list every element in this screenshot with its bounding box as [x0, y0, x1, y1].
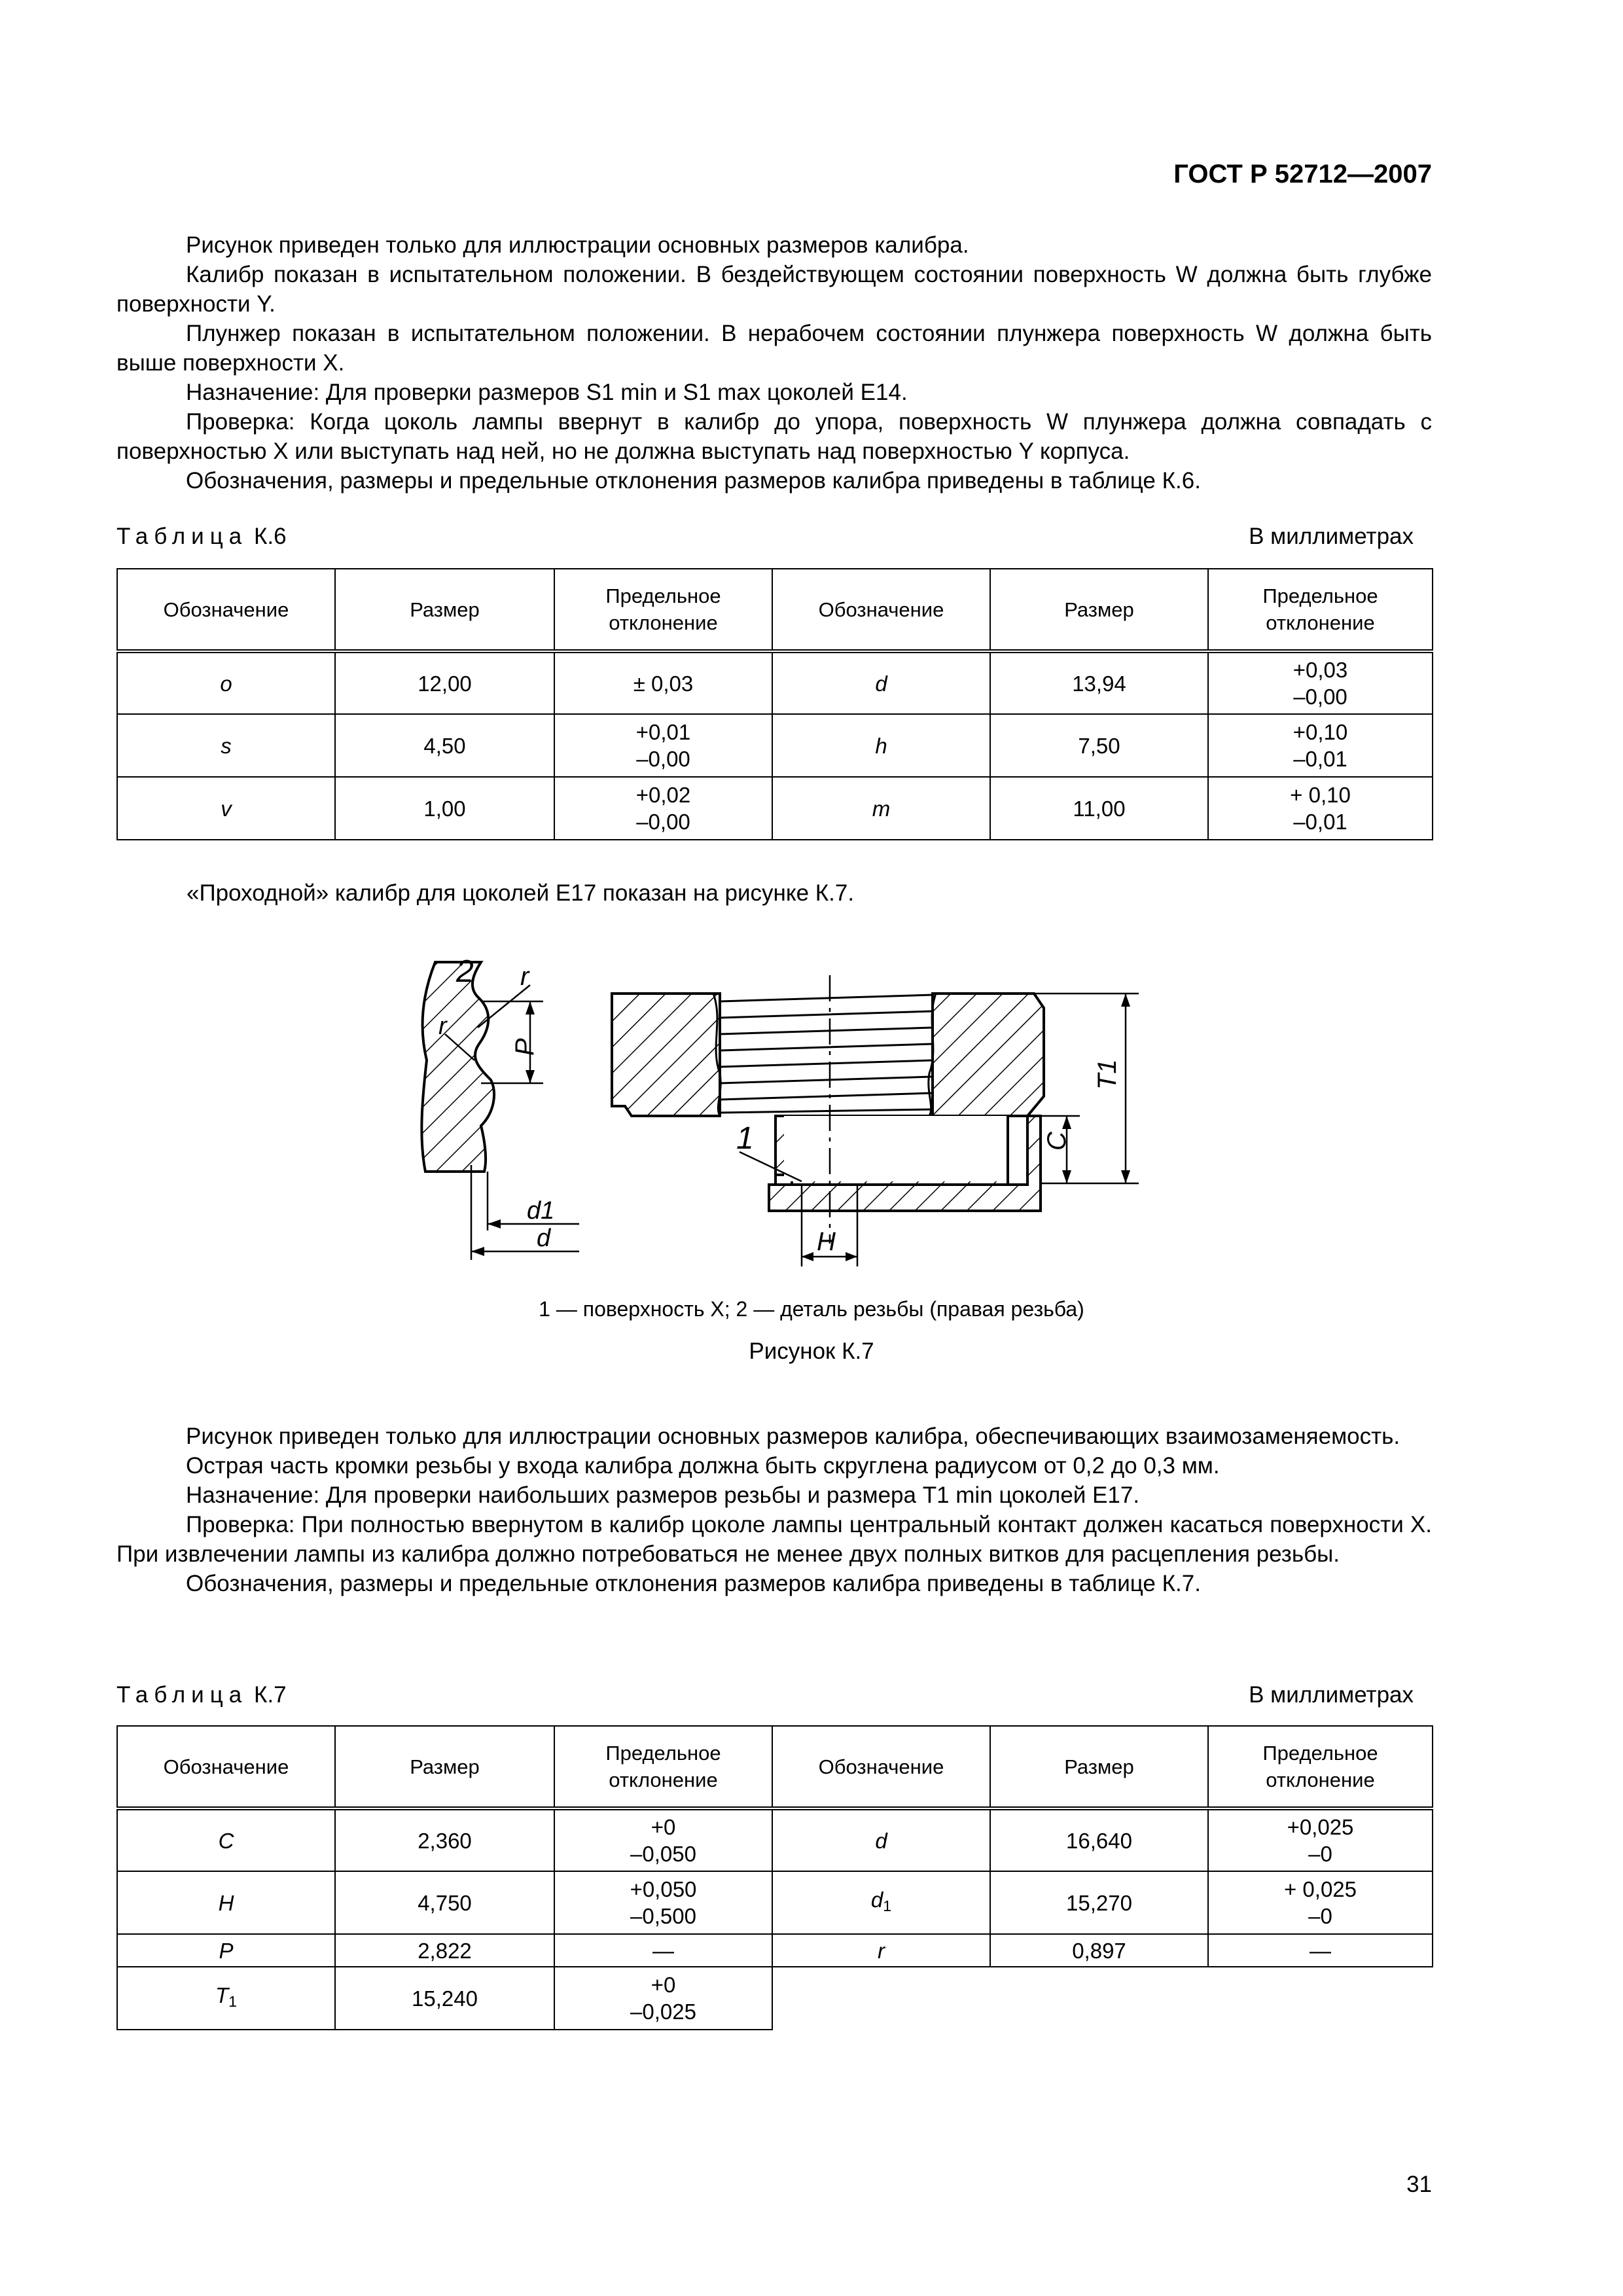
tolerance-cell: ± 0,03: [554, 651, 772, 714]
label-h: H: [817, 1227, 836, 1256]
paragraph: Рисунок приведен только для иллюстрации основных размеров калибра, обеспечивающих взаимозаменяемость.: [186, 1424, 1400, 1449]
paragraph: Обозначения, размеры и предельные отклонения размеров калибра приведены в таблице К.7.: [186, 1571, 1201, 1596]
table-row: [117, 1871, 1433, 1934]
figure-k7: [393, 929, 1211, 1270]
paragraph: Назначение: Для проверки размеров S1 min и S1 max цоколей Е14.: [186, 380, 908, 405]
gauge-right-wall: [933, 994, 1044, 1116]
body-text: [116, 1422, 1432, 1598]
gauge-left-wall: [612, 994, 720, 1116]
empty-cell: [1208, 1967, 1433, 2030]
designation-cell: h: [772, 714, 990, 777]
size-cell: 13,94: [990, 651, 1208, 714]
tolerance-cell: + 0,10 –0,01: [1208, 777, 1433, 840]
size-cell: 12,00: [335, 651, 554, 714]
page-number: 31: [1406, 2172, 1432, 2197]
size-cell: 15,240: [335, 1967, 554, 2030]
designation-cell: C: [117, 1808, 335, 1871]
label-d1: d1: [527, 1197, 555, 1225]
paragraph: Острая часть кромки резьбы у входа калибра должна быть скруглена радиусом от 0,2 до 0,3 мм.: [186, 1453, 1220, 1479]
label-r: r: [520, 962, 529, 991]
column-header: Размер: [990, 569, 1208, 651]
label-d: d: [537, 1225, 551, 1252]
size-cell: 11,00: [990, 777, 1208, 840]
tolerance-cell: +0 –0,050: [554, 1808, 772, 1871]
size-cell: 4,50: [335, 714, 554, 777]
designation-cell: H: [117, 1871, 335, 1934]
size-cell: 15,270: [990, 1871, 1208, 1934]
designation-cell: s: [117, 714, 335, 777]
label-surface: 1: [736, 1121, 754, 1156]
tolerance-cell: +0,10 –0,01: [1208, 714, 1433, 777]
tolerance-cell: +0,01 –0,00: [554, 714, 772, 777]
column-header: Обозначение: [772, 569, 990, 651]
thread-detail: [421, 954, 579, 1260]
empty-cell: [772, 1967, 990, 2030]
table-caption: [116, 1682, 287, 1708]
figure-intro: «Проходной» калибр для цоколей Е17 показан на рисунке К.7.: [187, 880, 855, 906]
size-cell: 16,640: [990, 1808, 1208, 1871]
table-row: [117, 1967, 1433, 2030]
designation-cell: d: [772, 651, 990, 714]
paragraph: Обозначения, размеры и предельные отклонения размеров калибра приведены в таблице К.6.: [186, 468, 1201, 493]
tolerance-cell: +0,03 –0,00: [1208, 651, 1433, 714]
tolerance-cell: +0,025 –0: [1208, 1808, 1433, 1871]
size-cell: 2,822: [335, 1934, 554, 1967]
column-header: Размер: [335, 569, 554, 651]
designation-cell: v: [117, 777, 335, 840]
label-r-inner: r: [438, 1013, 447, 1040]
size-cell: 4,750: [335, 1871, 554, 1934]
size-cell: 1,00: [335, 777, 554, 840]
intro-text: [116, 230, 1432, 495]
paragraph: Назначение: Для проверки наибольших размеров резьбы и размера T1 min цоколей Е17.: [186, 1482, 1140, 1508]
tolerance-cell: +0 –0,025: [554, 1967, 772, 2030]
table-caption-prefix: Таблица: [116, 524, 248, 549]
designation-cell: P: [117, 1934, 335, 1967]
column-header: Обозначение: [772, 1726, 990, 1808]
table-caption-number: К.7: [253, 1682, 287, 1708]
tolerance-cell: + 0,025 –0: [1208, 1871, 1433, 1934]
size-cell: 7,50: [990, 714, 1208, 777]
designation-cell: $T_1$: [117, 1967, 335, 2030]
thread-section: [421, 962, 494, 1172]
paragraph: Плунжер показан в испытательном положении. В нерабочем состоянии плунжера поверхность W должна быть выше поверхности X.: [116, 321, 1432, 376]
designation-cell: m: [772, 777, 990, 840]
label-detail: 2: [456, 954, 474, 989]
tolerance-cell: —: [554, 1934, 772, 1967]
column-header: Обозначение: [117, 569, 335, 651]
table-k7: [116, 1725, 1433, 2030]
paragraph: Проверка: При полностью ввернутом в калибр цоколе лампы центральный контакт должен касаться поверхности X. При извлечении лампы из калибра должно потребоваться не менее двух полных витков для расцепления резьбы.: [116, 1512, 1432, 1567]
table-caption-prefix: Таблица: [116, 1682, 248, 1708]
tolerance-cell: +0,02 –0,00: [554, 777, 772, 840]
units-note: В миллиметрах: [1249, 524, 1414, 549]
label-t1: T1: [1093, 1059, 1122, 1090]
column-header: Обозначение: [117, 1726, 335, 1808]
empty-cell: [990, 1967, 1208, 2030]
paragraph: Проверка: Когда цоколь лампы ввернут в калибр до упора, поверхность W плунжера должна совпадать с поверхностью X или выступать над ней, но не должна выступать над поверхностью Y корпуса.: [116, 409, 1432, 464]
table-row: [117, 777, 1433, 840]
column-header: Предельное отклонение: [554, 569, 772, 651]
size-cell: 0,897: [990, 1934, 1208, 1967]
table-k6: [116, 568, 1433, 840]
size-cell: 2,360: [335, 1808, 554, 1871]
designation-cell: o: [117, 651, 335, 714]
label-c: C: [1043, 1132, 1071, 1151]
table-caption: [116, 524, 287, 550]
tolerance-cell: +0,050 –0,500: [554, 1871, 772, 1934]
table-row: [117, 651, 1433, 714]
column-header: Предельное отклонение: [1208, 1726, 1433, 1808]
column-header: Размер: [990, 1726, 1208, 1808]
figure-caption: 1 — поверхность X; 2 — деталь резьбы (правая резьба): [539, 1297, 1084, 1321]
designation-cell: d: [772, 1808, 990, 1871]
units-note: В миллиметрах: [1249, 1682, 1414, 1708]
paragraph: Рисунок приведен только для иллюстрации основных размеров калибра.: [186, 232, 969, 258]
gauge-body: [612, 975, 1139, 1266]
label-p: P: [510, 1038, 539, 1056]
column-header: Размер: [335, 1726, 554, 1808]
table-row: [117, 1934, 1433, 1967]
table-caption-number: К.6: [253, 524, 287, 549]
table-row: [117, 1808, 1433, 1871]
column-header: Предельное отклонение: [554, 1726, 772, 1808]
tolerance-cell: —: [1208, 1934, 1433, 1967]
document-header: ГОСТ Р 52712—2007: [1173, 160, 1432, 188]
designation-cell: $d_1$: [772, 1871, 990, 1934]
column-header: Предельное отклонение: [1208, 569, 1433, 651]
designation-cell: r: [772, 1934, 990, 1967]
internal-thread: [720, 995, 933, 1113]
figure-title: Рисунок К.7: [749, 1338, 874, 1364]
paragraph: Калибр показан в испытательном положении. В бездействующем состоянии поверхность W должна быть глубже поверхности Y.: [116, 262, 1432, 317]
table-row: [117, 714, 1433, 777]
